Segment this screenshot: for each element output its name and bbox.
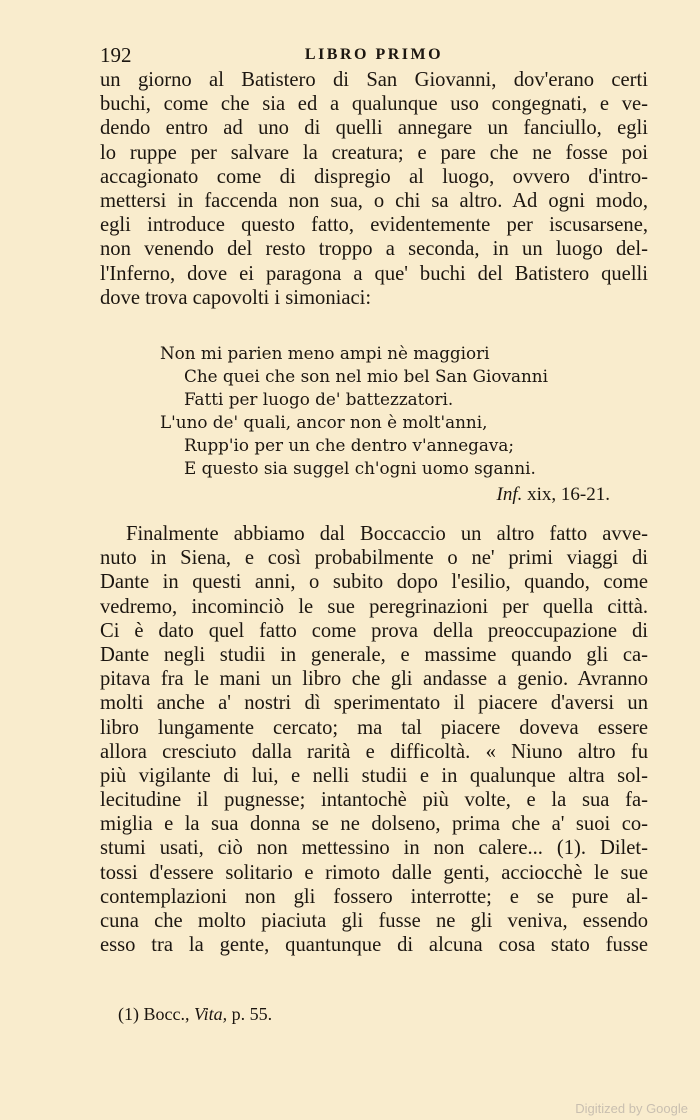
footnote-marker: (1): [118, 1004, 139, 1024]
citation-book: Inf.: [496, 484, 523, 505]
text-line: egli introduce questo fatto, evidentemente per iscusarsene,: [100, 214, 648, 237]
text-line: lecitudine il pugnesse; intantochè più volte, e la sua fa-: [100, 789, 648, 812]
text-line: miglia e la sua donna se ne dolseno, prima che a' suoi co-: [100, 813, 648, 836]
verse-quotation: [160, 342, 610, 508]
text-line: contemplazioni non gli fossero interrotte; e se pure al-: [100, 885, 648, 908]
text-line: vedremo, incominciò le sue peregrinazioni per quella città.: [100, 595, 648, 618]
text-line: non venendo del resto troppo a seconda, in un luogo del-: [100, 238, 648, 261]
text-line: dendo entro ad uno di quelli annegare un fanciullo, egli: [100, 117, 648, 140]
verse-line: Non mi parien meno ampi nè maggiori: [160, 343, 490, 363]
running-head: LIBRO PRIMO: [304, 46, 444, 63]
text-line: più vigilante di lui, e nelli studii e in qualunque altra sol-: [100, 764, 648, 787]
body-paragraph-1: [100, 68, 648, 310]
text-line: pitava fra le mani un libro che gli andasse a genio. Avranno: [100, 668, 648, 691]
text-line: tossi d'essere solitario e rimoto dalle genti, acciocchè le sue: [100, 861, 648, 884]
text-line: accagionato come di dispregio al luogo, ovvero d'intro-: [100, 165, 648, 188]
text-line: libro lungamente cercato; ma tal piacere doveva essere: [100, 716, 648, 739]
text-line: esso tra la gente, quantunque di alcuna cosa stato fusse: [100, 934, 648, 957]
text-line: l'Inferno, dove ei paragona a que' buchi del Batistero quelli: [100, 262, 648, 285]
verse-line: Rupp'io per un che dentro v'annegava;: [184, 435, 515, 455]
text-line: mettersi in faccenda non sua, o chi sa altro. Ad ogni modo,: [100, 189, 648, 212]
text-line: un giorno al Batistero di San Giovanni, dov'erano certi: [100, 69, 648, 91]
text-line: Finalmente abbiamo dal Boccaccio un altro fatto avve-: [126, 523, 648, 545]
text-line: stumi usati, ciò non mettessino in non calere... (1). Dilet-: [100, 837, 648, 860]
verse-line: E questo sia suggel ch'ogni uomo sganni.: [184, 458, 536, 478]
text-line: allora cresciuto dalla rarità e difficoltà. « Niuno altro fu: [100, 740, 648, 763]
verse-line: Che quei che son nel mio bel San Giovanni: [184, 366, 548, 386]
body-paragraph-2: [100, 522, 648, 957]
page-header: [100, 41, 648, 69]
footnote-author: Bocc.,: [143, 1004, 190, 1024]
text-line: lo ruppe per salvare la creatura; e pare che ne fosse poi: [100, 141, 648, 164]
text-line: Ci è dato quel fatto come prova della preoccupazione di: [100, 619, 648, 642]
footnote: [118, 1002, 272, 1026]
footnote-title: Vita,: [193, 1004, 228, 1024]
text-line: molti anche a' nostri dì sperimentato il piacere d'aversi un: [100, 692, 648, 715]
text-line: buchi, come che sia ed a qualunque uso congegnati, e ve-: [100, 93, 648, 116]
verse-citation: [160, 482, 610, 508]
page-number: 192: [100, 43, 132, 67]
verse-line: L'uno de' quali, ancor non è molt'anni,: [160, 412, 488, 432]
text-line: cuna che molto piaciuta gli fusse ne gli veniva, essendo: [100, 910, 648, 932]
text-line: nuto in Siena, e così probabilmente o ne' primi viaggi di: [100, 547, 648, 570]
text-line: dove trova capovolti i simoniaci:: [100, 286, 372, 309]
text-line: Dante negli studii in generale, e massime quando gli ca-: [100, 643, 648, 666]
verse-line: Fatti per luogo de' battezzatori.: [184, 389, 454, 409]
text-line: Dante in questi anni, o subito dopo l'esilio, quando, come: [100, 571, 648, 594]
digitization-watermark: Digitized by Google: [575, 1101, 688, 1116]
footnote-page: p. 55.: [231, 1004, 273, 1024]
citation-reference: xix, 16-21.: [527, 484, 610, 505]
